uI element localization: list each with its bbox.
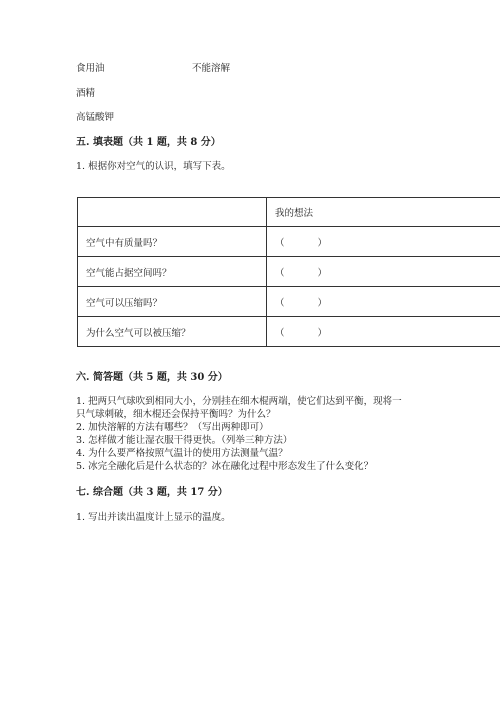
table-question: 空气可以压缩吗？ (78, 287, 267, 317)
item-alcohol: 酒精 (76, 88, 96, 99)
answer-blank[interactable]: （ ） (267, 317, 500, 347)
section6-q1-line1: 1. 把两只气球吹到相同大小，分别挂在细木棍两端，使它们达到平衡，现将一 (76, 396, 402, 407)
table-row (78, 317, 500, 347)
item-edible-oil: 食用油 (76, 63, 105, 74)
item-insoluble: 不能溶解 (192, 63, 231, 74)
section6-q4: 4. 为什么要严格按照气温计的使用方法测量气温？ (76, 448, 288, 459)
table-header-empty (78, 198, 267, 227)
section6-q3: 3. 怎样做才能让湿衣服干得更快。（列举三种方法） (76, 435, 293, 446)
table-row (78, 287, 500, 317)
table-row (78, 257, 500, 287)
table-header-row (78, 198, 500, 227)
table-question: 为什么空气可以被压缩？ (78, 317, 267, 347)
section6-q5: 5. 冰完全融化后是什么状态的？冰在融化过程中形态发生了什么变化？ (76, 461, 374, 472)
answer-blank[interactable]: （ ） (267, 227, 500, 257)
table-question: 空气能占据空间吗？ (78, 257, 267, 287)
section6-title: 六. 简答题（共 5 题，共 30 分） (76, 372, 228, 383)
section7-title: 七. 综合题（共 3 题，共 17 分） (76, 487, 228, 498)
section6-q1-line2: 只气球刺破，细木棍还会保持平衡吗？为什么？ (76, 409, 276, 420)
section6-q2: 2. 加快溶解的方法有哪些？（写出两种即可） (76, 422, 269, 433)
item-potassium-permanganate: 高锰酸钾 (76, 112, 115, 123)
section5-title: 五. 填表题（共 1 题，共 8 分） (76, 137, 221, 148)
answer-blank[interactable]: （ ） (267, 287, 500, 317)
table-row (78, 227, 500, 257)
table-question: 空气中有质量吗？ (78, 227, 267, 257)
section7-question: 1. 写出并读出温度计上显示的温度。 (76, 512, 231, 523)
section5-question: 1. 根据你对空气的认识，填写下表。 (76, 161, 231, 172)
answer-blank[interactable]: （ ） (267, 257, 500, 287)
table-header-my-idea: 我的想法 (267, 198, 500, 227)
air-table (77, 197, 500, 347)
